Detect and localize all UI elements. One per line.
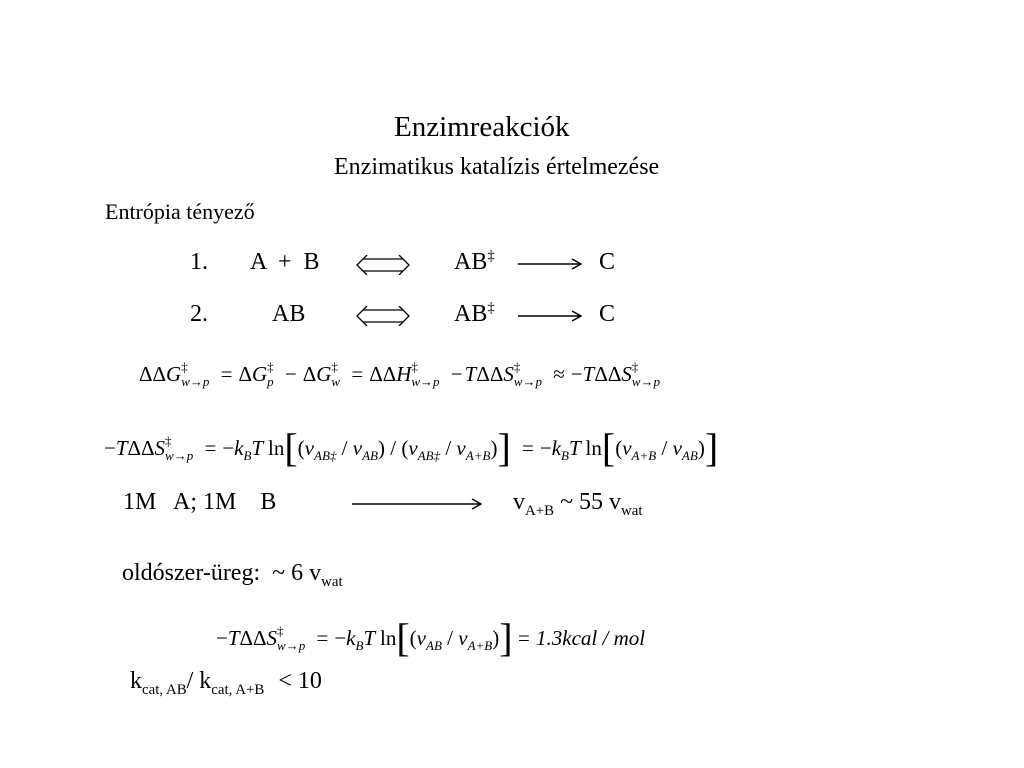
equation-result-value: = 1.3kcal / mol — [516, 626, 646, 650]
velocity-ratio: $v_{A+B}$ ~ 55 $v_{wat}$ — [513, 489, 643, 519]
reaction-2-number: 2. — [190, 301, 208, 327]
arrow-icon — [352, 498, 482, 510]
slide-title: Enzimreakciók — [394, 111, 570, 143]
reaction-2-transition-state: AB‡ — [454, 300, 495, 327]
equilibrium-arrow-icon — [355, 255, 411, 275]
reaction-arrow-icon — [518, 258, 582, 270]
reaction-arrow-icon — [518, 310, 582, 322]
reaction-1-reactants: A + B — [250, 249, 320, 275]
reaction-1-number: 1. — [190, 249, 208, 275]
cavity-text: oldószer-üreg: ~ 6 $v_{wat}$ — [122, 560, 343, 590]
reaction-2-product: C — [599, 301, 616, 327]
reaction-1-transition-state: AB‡ — [454, 248, 495, 275]
kcat-ratio: $k_{cat, AB}/$ $k_{cat, A+B} < 10$ — [130, 668, 322, 698]
reaction-1-product: C — [599, 249, 616, 275]
equilibrium-arrow-icon — [355, 306, 411, 326]
reaction-2-reactant: AB — [272, 301, 306, 327]
equation-entropy-ratio: −TΔΔS ‡ w→p = $-k_BT$ $\ln[(v_{AB\ddagger} / v_{AB}) / (v_{AB\ddagger} / v_{A+B})] = -k_BT$ $\ln[(v_{A+B} / v_{AB})]$ — [104, 425, 719, 470]
equation-entropy-result: −TΔΔS ‡ w→p = $-k_BT$ $\ln[(v_{AB} / v_{A+B})]$ = 1.3kcal / mol — [216, 615, 646, 660]
slide-subtitle: Enzimatikus katalízis értelmezése — [334, 154, 660, 180]
equation-free-energy: ΔΔG ‡ w→p = ΔG ‡ p − ΔG ‡ w = ΔΔH ‡ w→p −TΔΔS ‡ w→p ≈ −TΔΔS ‡ w→p — [139, 359, 661, 390]
concentration-text: 1M A; 1M B — [123, 489, 277, 515]
section-heading: Entrópia tényező — [105, 199, 255, 224]
